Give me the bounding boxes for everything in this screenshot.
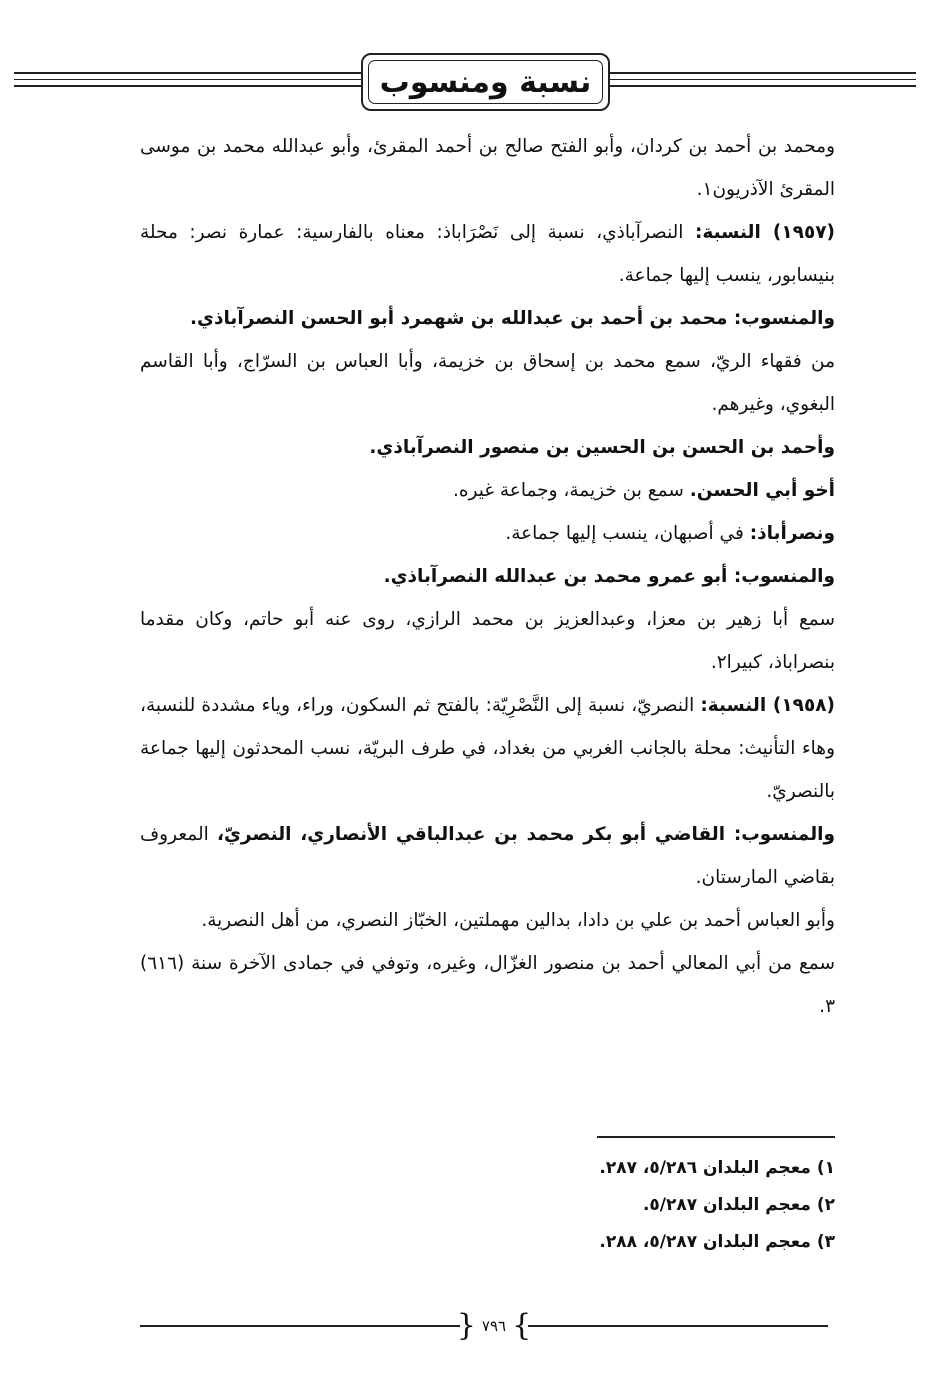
footnote-3: ٣) معجم البلدان ٥/٢٨٧، ٢٨٨. <box>599 1232 835 1252</box>
paragraph <box>140 598 835 684</box>
header-rule-right <box>610 72 916 98</box>
footnote-2: ٢) معجم البلدان ٥/٢٨٧. <box>642 1195 835 1215</box>
page-number: ٧٩٦ <box>481 1317 507 1335</box>
bold-text: أخو أبي الحسن. <box>689 480 835 501</box>
text: وأبو العباس أحمد بن علي بن دادا، بدالين مهملتين، الخبّاز النصري، من أهل النصرية. <box>201 910 835 931</box>
page-number-block <box>456 1308 532 1344</box>
header-title-frame <box>361 53 610 111</box>
bold-text: (١٩٥٧) النسبة: <box>694 222 836 243</box>
bold-text: (١٩٥٨) النسبة: <box>700 695 835 716</box>
paragraph <box>140 469 835 512</box>
page-title: نسبة ومنسوب <box>379 64 592 100</box>
footnote-1: ١) معجم البلدان ٥/٢٨٦، ٢٨٧. <box>599 1158 835 1178</box>
paragraph <box>140 942 835 1028</box>
text: ومحمد بن أحمد بن كردان، وأبو الفتح صالح بن أحمد المقرئ، وأبو عبدالله محمد بن موسى المقرئ الآذريون١. <box>140 136 835 200</box>
text: في أصبهان، ينسب إليها جماعة. <box>505 523 750 544</box>
text: النصريّ، نسبة إلى النَّصْرِيّة: بالفتح ثم السكون، وراء، وياء مشددة للنسبة، وهاء التأنيث: محلة بالجانب الغربي من بغداد، في طرف البريّة، نسب المحدثون إليها جماعة بالنصريّ. <box>140 695 835 802</box>
main-text <box>140 125 835 1028</box>
footer-rule-left <box>140 1325 460 1327</box>
text: سمع بن خزيمة، وجماعة غيره. <box>452 480 690 501</box>
paragraph <box>140 813 835 899</box>
text: سمع أبا زهير بن معزا، وعبدالعزيز بن محمد الرازي، روى عنه أبو حاتم، وكان مقدما بنصراباذ، كبيرا٢. <box>140 609 835 673</box>
paragraph <box>140 340 835 426</box>
text: النصرآباذي، نسبة إلى نَصْرَاباذ: معناه بالفارسية: عمارة نصر: محلة بنيسابور، ينسب إليها جماعة. <box>140 222 835 286</box>
paragraph <box>140 512 835 555</box>
paragraph <box>140 684 835 813</box>
brace-left-icon: { <box>512 1308 532 1343</box>
paragraph <box>140 125 835 211</box>
bold-text: والمنسوب: محمد بن أحمد بن عبدالله بن شهمرد أبو الحسن النصرآباذي. <box>190 308 835 329</box>
paragraph <box>140 297 835 340</box>
text: المعروف بقاضي المارستان. <box>140 824 835 888</box>
paragraph <box>140 211 835 297</box>
footnote-separator <box>597 1136 835 1138</box>
footnotes <box>400 1150 835 1261</box>
paragraph <box>140 426 835 469</box>
bold-text: ونصرأباذ: <box>749 523 835 544</box>
paragraph <box>140 899 835 942</box>
bold-text: وأحمد بن الحسن بن الحسين بن منصور النصرآباذي. <box>369 437 835 458</box>
bold-text: والمنسوب: أبو عمرو محمد بن عبدالله النصرآباذي. <box>383 566 835 587</box>
bold-text: والمنسوب: القاضي أبو بكر محمد بن عبدالباقي الأنصاري، النصريّ، <box>216 824 835 845</box>
text: من فقهاء الريّ، سمع محمد بن إسحاق بن خزيمة، وأبا العباس بن السرّاج، وأبا القاسم البغوي، وغيرهم. <box>140 351 835 415</box>
brace-right-icon: } <box>456 1308 476 1343</box>
paragraph <box>140 555 835 598</box>
footer-rule-right <box>528 1325 828 1327</box>
text: سمع من أبي المعالي أحمد بن منصور الغزّال، وغيره، وتوفي في جمادى الآخرة سنة (٦١٦) ٣. <box>140 953 835 1017</box>
header-rule-left <box>14 72 361 98</box>
